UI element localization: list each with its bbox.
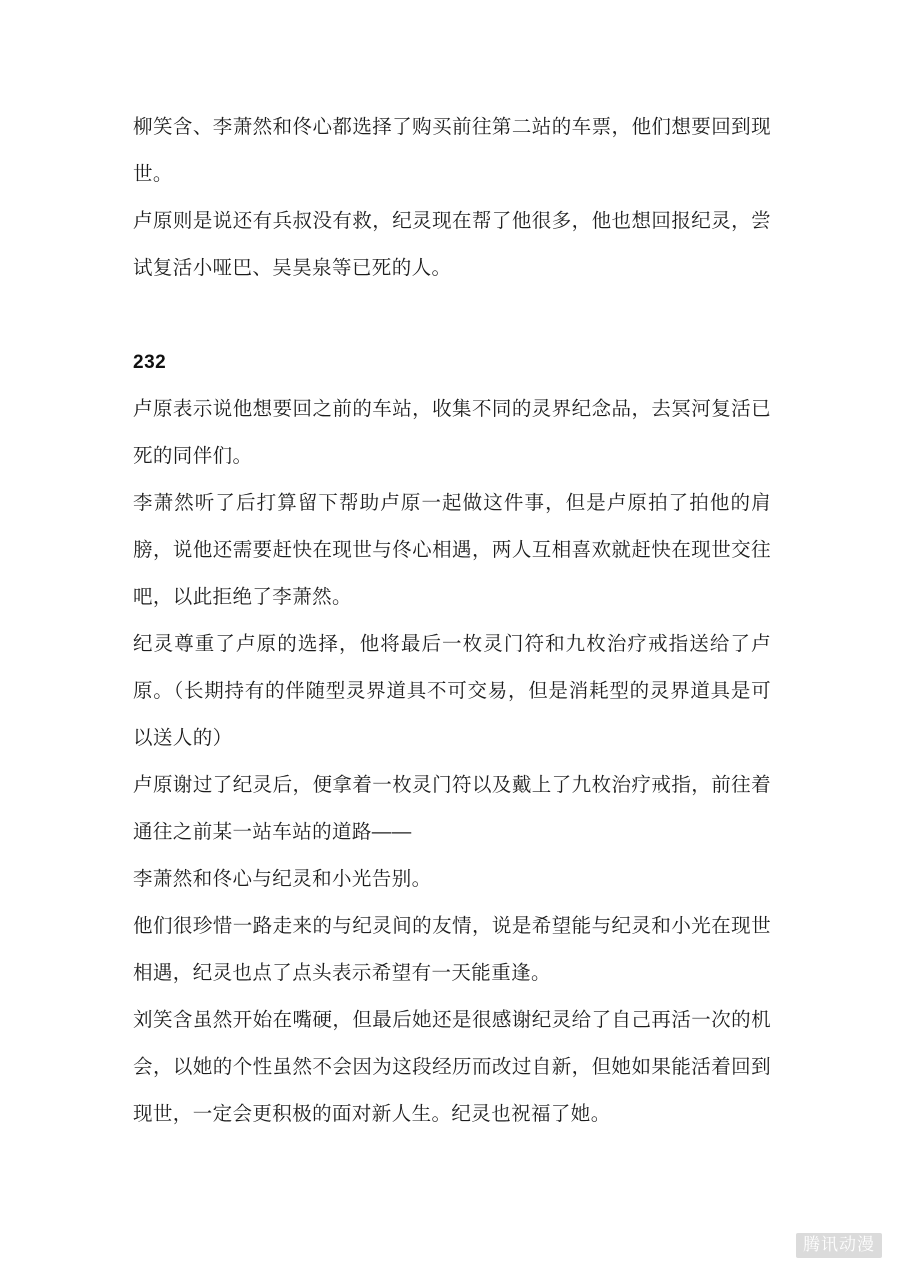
paragraph: 卢原谢过了纪灵后，便拿着一枚灵门符以及戴上了九枚治疗戒指，前往着通往之前某一站车站的道路—— [133,774,771,843]
paragraph: 李萧然和佟心与纪灵和小光告别。 [133,868,432,890]
paragraph: 刘笑含虽然开始在嘴硬，但最后她还是很感谢纪灵给了自己再活一次的机会，以她的个性虽然不会因为这段经历而改过自新，但她如果能活着回到现世，一定会更积极的面对新人生。纪灵也祝福了她。 [133,1009,771,1125]
paragraph: 纪灵尊重了卢原的选择，他将最后一枚灵门符和九枚治疗戒指送给了卢原。（长期持有的伴随型灵界道具不可交易，但是消耗型的灵界道具是可以送人的） [133,633,771,749]
paragraph: 卢原表示说他想要回之前的车站，收集不同的灵界纪念品，去冥河复活已死的同伴们。 [133,398,771,467]
paragraph: 他们很珍惜一路走来的与纪灵间的友情，说是希望能与纪灵和小光在现世相遇，纪灵也点了点头表示希望有一天能重逢。 [133,915,771,984]
watermark [796,1233,882,1258]
paragraph: 卢原则是说还有兵叔没有救，纪灵现在帮了他很多，他也想回报纪灵，尝试复活小哑巴、吴昊泉等已死的人。 [133,210,771,279]
paragraph: 柳笑含、李萧然和佟心都选择了购买前往第二站的车票，他们想要回到现世。 [133,116,771,185]
paragraph: 李萧然听了后打算留下帮助卢原一起做这件事，但是卢原拍了拍他的肩膀，说他还需要赶快在现世与佟心相遇，两人互相喜欢就赶快在现世交往吧，以此拒绝了李萧然。 [133,492,771,608]
document-body [133,104,771,1138]
watermark-label: 腾讯动漫 [796,1233,882,1258]
paragraph-spacer [133,292,771,339]
section-number: 232 [133,352,167,373]
